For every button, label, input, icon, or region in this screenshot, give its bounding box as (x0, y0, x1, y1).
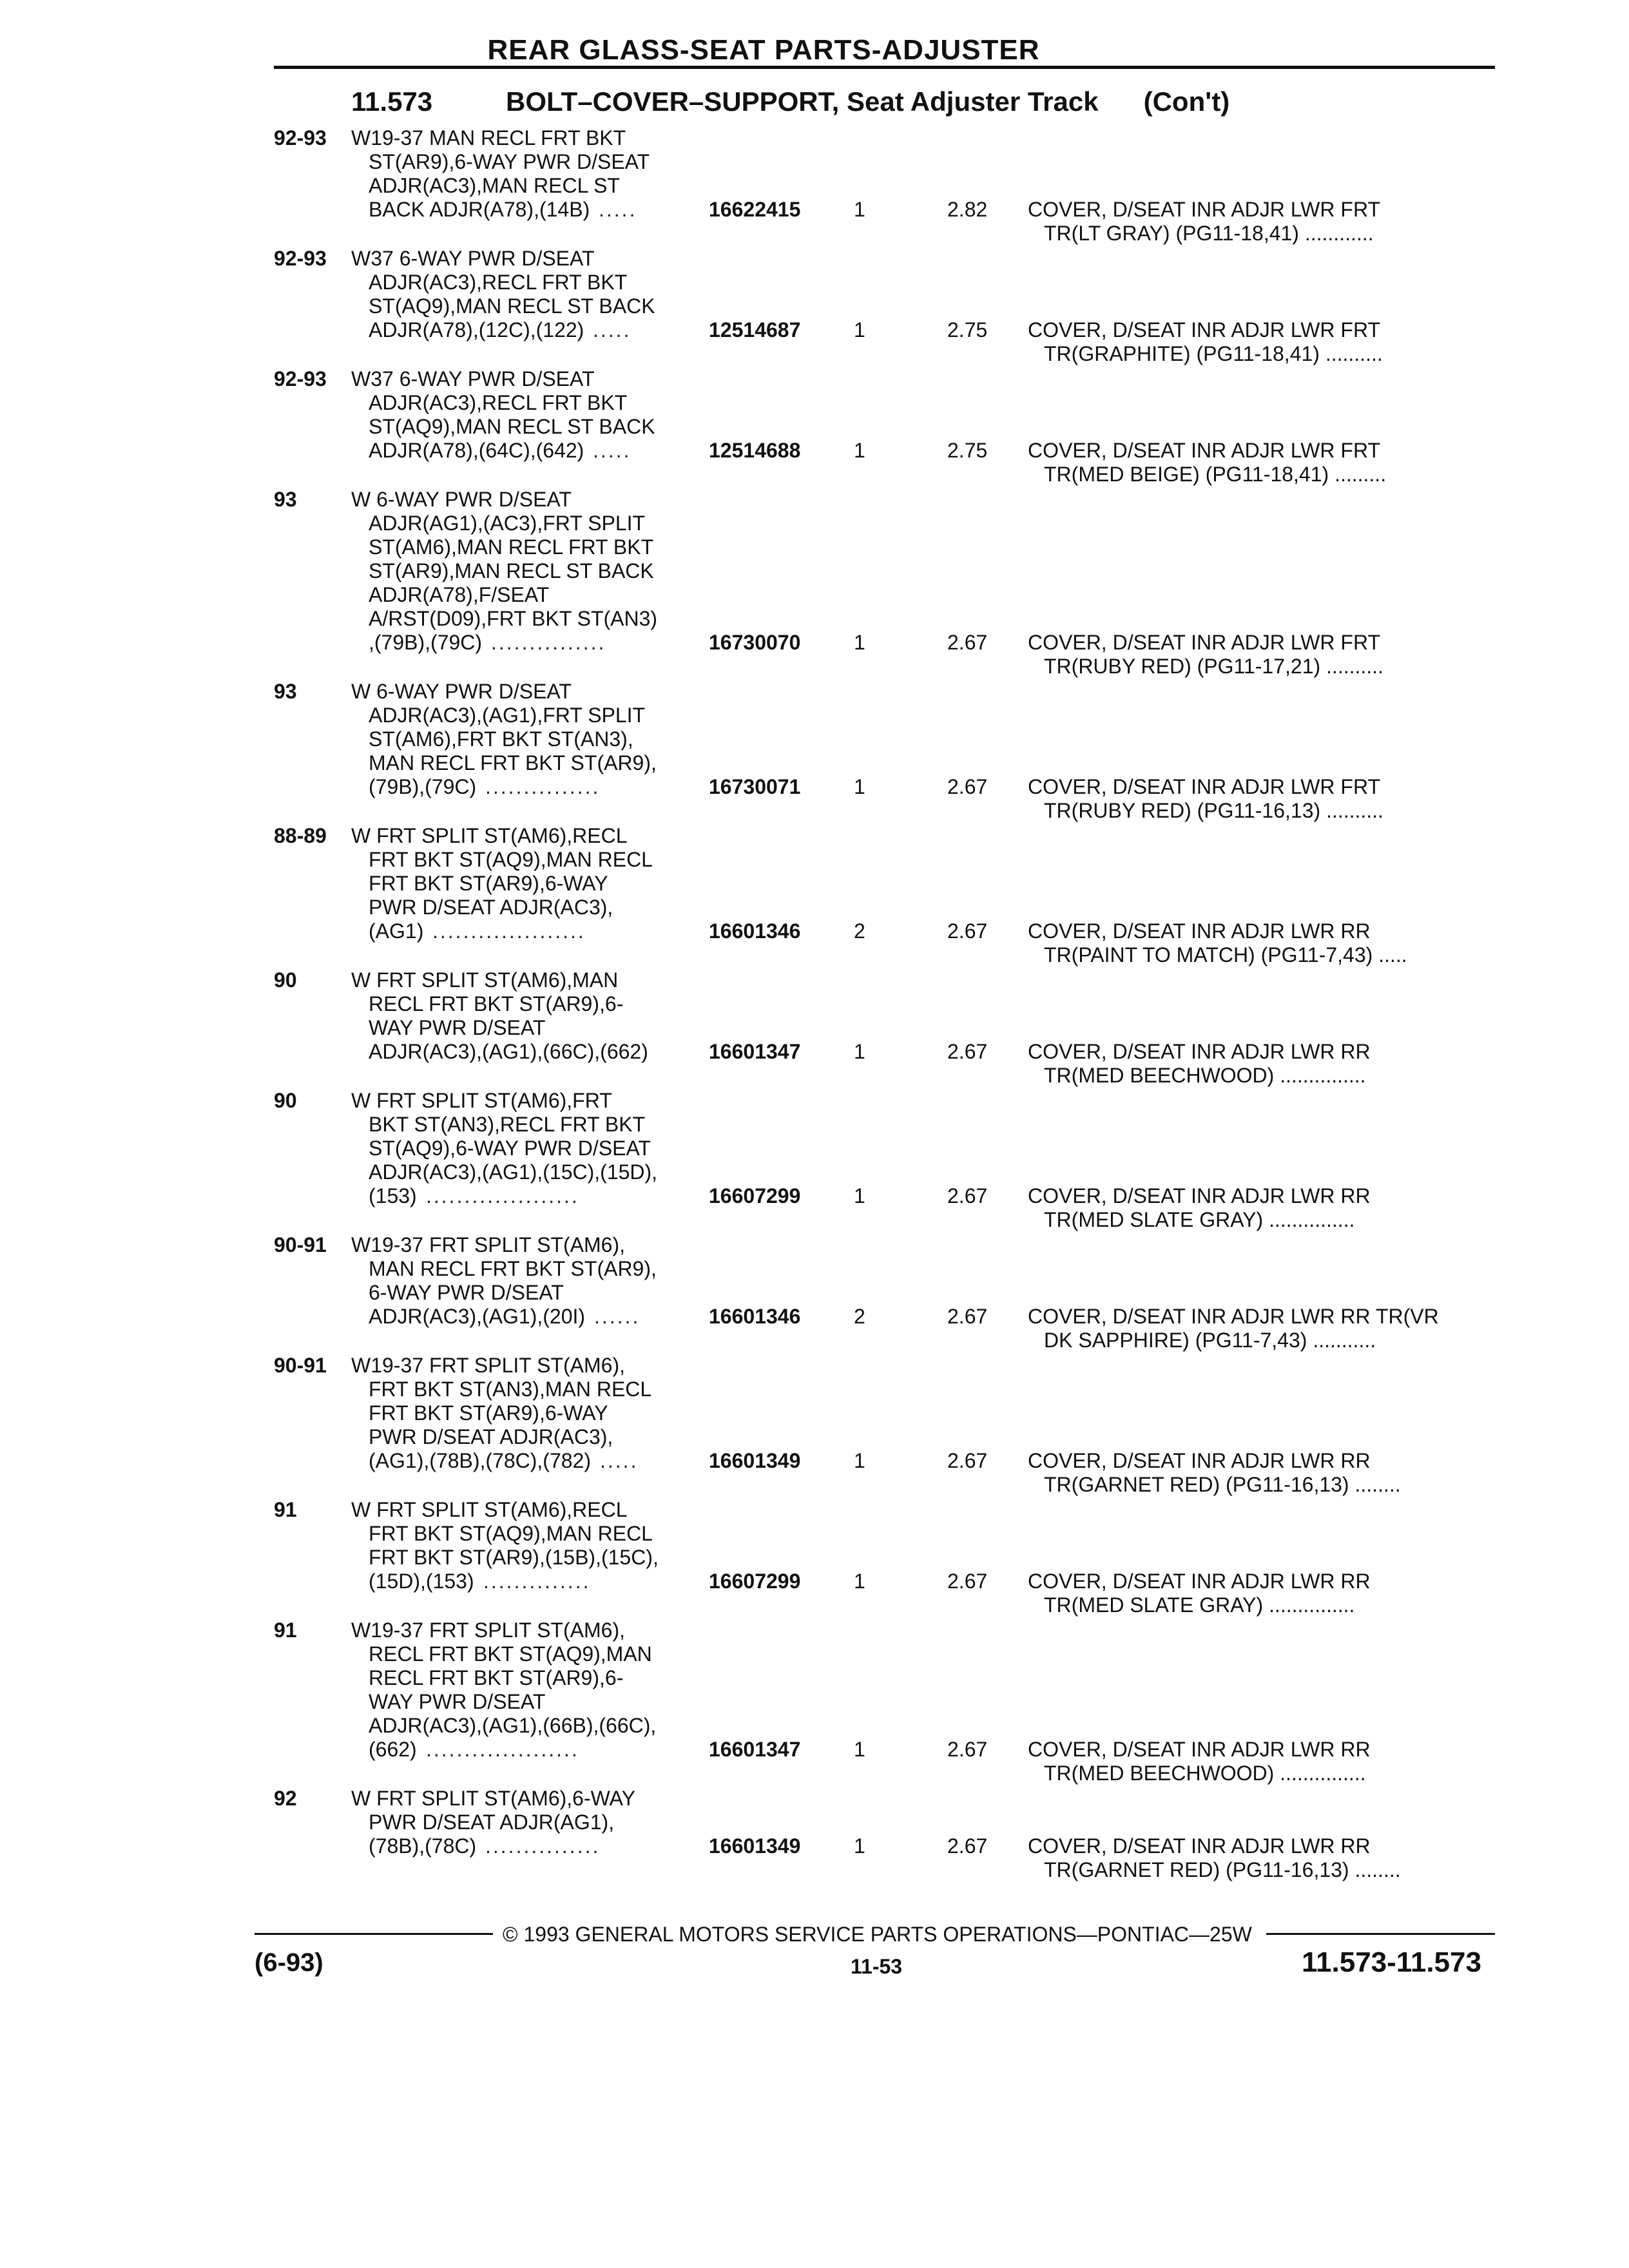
entry-line (0, 655, 1629, 678)
price: 2.67 (947, 1184, 988, 1207)
part-number: 16730071 (709, 775, 801, 798)
entry-line (0, 919, 1629, 943)
entry-line (0, 1642, 1629, 1666)
entry-line (0, 1329, 1629, 1352)
entry-line (0, 415, 1629, 439)
quantity: 1 (854, 775, 865, 798)
part-number: 16601349 (709, 1449, 801, 1472)
quantity: 1 (854, 1184, 865, 1207)
usage-description: WAY PWR D/SEAT (369, 1016, 546, 1039)
component-description: COVER, D/SEAT INR ADJR LWR RR (1028, 1449, 1371, 1472)
model-year: 92-93 (274, 126, 327, 149)
entry-line (0, 992, 1629, 1016)
model-year: 91 (274, 1619, 297, 1642)
usage-description: W 6-WAY PWR D/SEAT (351, 680, 572, 703)
component-description: TR(GARNET RED) (PG11-16,13) ........ (1044, 1858, 1401, 1881)
usage-description: W19-37 FRT SPLIT ST(AM6), (351, 1354, 625, 1377)
usage-description: PWR D/SEAT ADJR(AC3), (369, 1425, 613, 1448)
price: 2.75 (947, 318, 988, 341)
component-description: TR(MED SLATE GRAY) ............... (1044, 1208, 1355, 1231)
usage-description: ST(AM6),MAN RECL FRT BKT (369, 535, 654, 559)
usage-description: RECL FRT BKT ST(AR9),6- (369, 1666, 624, 1689)
dot-leader: ..... (593, 439, 631, 462)
dot-leader: .................... (426, 1738, 579, 1761)
usage-description: W FRT SPLIT ST(AM6),6-WAY (351, 1787, 635, 1810)
usage-description: WAY PWR D/SEAT (369, 1690, 546, 1713)
quantity: 1 (854, 439, 865, 462)
entry-line (0, 848, 1629, 872)
footer-page-number: 11-53 (851, 1955, 903, 1978)
entry-line (0, 391, 1629, 415)
part-number: 12514687 (709, 318, 801, 341)
dot-leader: .................... (432, 919, 586, 943)
entry-line (0, 439, 1629, 463)
dot-leader: ..... (599, 198, 637, 221)
usage-description: RECL FRT BKT ST(AQ9),MAN (369, 1642, 652, 1666)
component-description: COVER, D/SEAT INR ADJR LWR RR (1028, 1834, 1371, 1858)
component-description: TR(GARNET RED) (PG11-16,13) ........ (1044, 1473, 1401, 1496)
part-number: 16601346 (709, 919, 801, 943)
entry-line (0, 247, 1629, 271)
usage-description: 6-WAY PWR D/SEAT (369, 1281, 564, 1304)
dot-leader: ............... (491, 631, 606, 654)
usage-description: (15D),(153) (369, 1570, 474, 1593)
dot-leader: ............... (485, 775, 601, 798)
usage-description: ST(AR9),MAN RECL ST BACK (369, 559, 654, 582)
dot-leader: .............. (483, 1570, 591, 1593)
entry-line (0, 1257, 1629, 1281)
part-number: 16730070 (709, 631, 801, 654)
model-year: 90 (274, 1089, 297, 1112)
component-description: COVER, D/SEAT INR ADJR LWR RR (1028, 1570, 1371, 1593)
entry-line (0, 512, 1629, 535)
entry-line (0, 1690, 1629, 1714)
component-description: TR(MED BEIGE) (PG11-18,41) ......... (1044, 463, 1387, 486)
page-header-title: REAR GLASS-SEAT PARTS-ADJUSTER (487, 34, 1040, 66)
dot-leader: ...... (594, 1305, 641, 1328)
usage-description: W 6-WAY PWR D/SEAT (351, 488, 572, 511)
component-description: TR(LT GRAY) (PG11-18,41) ............ (1044, 222, 1374, 245)
section-heading (351, 82, 1447, 121)
quantity: 1 (854, 1570, 865, 1593)
entry-line (0, 1570, 1629, 1593)
usage-description: ADJR(AC3),(AG1),(66B),(66C), (369, 1714, 657, 1737)
entry-line (0, 824, 1629, 848)
usage-description: ADJR(AC3),MAN RECL ST (369, 174, 620, 197)
component-description: COVER, D/SEAT INR ADJR LWR RR (1028, 1738, 1371, 1761)
component-description: COVER, D/SEAT INR ADJR LWR FRT (1028, 198, 1381, 221)
usage-description: W37 6-WAY PWR D/SEAT (351, 367, 595, 390)
entry-line (0, 1378, 1629, 1401)
price: 2.67 (947, 1570, 988, 1593)
usage-description: ST(AR9),6-WAY PWR D/SEAT (369, 150, 650, 173)
price: 2.75 (947, 439, 988, 462)
usage-description: FRT BKT ST(AR9),(15B),(15C), (369, 1546, 659, 1569)
entry-line (0, 1811, 1629, 1834)
entry-line (0, 559, 1629, 583)
model-year: 92-93 (274, 367, 327, 390)
price: 2.67 (947, 1305, 988, 1328)
entry-line (0, 968, 1629, 992)
quantity: 2 (854, 1305, 865, 1328)
usage-description: ,(79B),(79C) (369, 631, 483, 654)
entry-line (0, 704, 1629, 727)
price: 2.67 (947, 1040, 988, 1063)
entry-line (0, 1522, 1629, 1546)
usage-description: W FRT SPLIT ST(AM6),FRT (351, 1089, 612, 1112)
part-number: 16601346 (709, 1305, 801, 1328)
part-number: 12514688 (709, 439, 801, 462)
entry-line (0, 1449, 1629, 1473)
model-year: 88-89 (274, 824, 327, 847)
entry-line (0, 896, 1629, 919)
usage-description: BACK ADJR(A78),(14B) (369, 198, 590, 221)
usage-description: A/RST(D09),FRT BKT ST(AN3) (369, 607, 658, 630)
usage-description: ADJR(A78),(12C),(122) (369, 318, 584, 341)
entry-line (0, 1546, 1629, 1570)
usage-description: ADJR(A78),F/SEAT (369, 583, 550, 606)
usage-description: ADJR(AC3),(AG1),(66C),(662) (369, 1040, 648, 1063)
entry-line (0, 1040, 1629, 1064)
usage-description: RECL FRT BKT ST(AR9),6- (369, 992, 624, 1015)
dot-leader: ..... (600, 1449, 639, 1472)
entry-line (0, 198, 1629, 222)
entry-line (0, 727, 1629, 751)
price: 2.67 (947, 1834, 988, 1858)
quantity: 1 (854, 631, 865, 654)
footer-section-ref: 11.573-11.573 (1302, 1946, 1481, 1978)
entry-line (0, 1714, 1629, 1738)
entry-line (0, 1619, 1629, 1642)
quantity: 1 (854, 1040, 865, 1063)
usage-description: ADJR(AC3),(AG1),FRT SPLIT (369, 704, 646, 727)
part-number: 16601349 (709, 1834, 801, 1858)
usage-description: W FRT SPLIT ST(AM6),MAN (351, 968, 619, 992)
entry-line (0, 1425, 1629, 1449)
section-note: (Con't) (1143, 86, 1230, 117)
entry-line (0, 1473, 1629, 1497)
entry-line (0, 342, 1629, 366)
component-description: COVER, D/SEAT INR ADJR LWR RR (1028, 1184, 1371, 1207)
usage-description: (79B),(79C) (369, 775, 477, 798)
entry-line (0, 174, 1629, 198)
price: 2.67 (947, 1449, 988, 1472)
entry-line (0, 751, 1629, 775)
entry-line (0, 488, 1629, 512)
component-description: TR(MED SLATE GRAY) ............... (1044, 1593, 1355, 1617)
component-description: TR(RUBY RED) (PG11-16,13) .......... (1044, 799, 1383, 822)
usage-description: ADJR(AC3),RECL FRT BKT (369, 271, 628, 294)
model-year: 91 (274, 1498, 297, 1521)
usage-description: W19-37 FRT SPLIT ST(AM6), (351, 1619, 625, 1642)
entry-line (0, 607, 1629, 631)
usage-description: PWR D/SEAT ADJR(AC3), (369, 896, 613, 919)
entry-line (0, 1137, 1629, 1160)
price: 2.67 (947, 919, 988, 943)
usage-description: ADJR(AG1),(AC3),FRT SPLIT (369, 512, 646, 535)
section-number: 11.573 (351, 86, 433, 117)
usage-description: W19-37 MAN RECL FRT BKT (351, 126, 626, 149)
dot-leader: ..... (593, 318, 631, 341)
entry-line (0, 1113, 1629, 1137)
entry-line (0, 1762, 1629, 1785)
entry-line (0, 1858, 1629, 1882)
quantity: 1 (854, 318, 865, 341)
usage-description: FRT BKT ST(AR9),6-WAY (369, 872, 608, 895)
component-description: TR(PAINT TO MATCH) (PG11-7,43) ..... (1044, 943, 1407, 966)
entry-line (0, 463, 1629, 486)
quantity: 2 (854, 919, 865, 943)
quantity: 1 (854, 198, 865, 221)
usage-description: ST(AQ9),MAN RECL ST BACK (369, 294, 655, 318)
usage-description: FRT BKT ST(AN3),MAN RECL (369, 1378, 652, 1401)
part-number: 16622415 (709, 198, 801, 221)
entry-line (0, 126, 1629, 150)
entry-line (0, 222, 1629, 245)
entry-line (0, 318, 1629, 342)
entry-line (0, 799, 1629, 823)
component-description: COVER, D/SEAT INR ADJR LWR FRT (1028, 439, 1381, 462)
usage-description: PWR D/SEAT ADJR(AG1), (369, 1811, 615, 1834)
component-description: DK SAPPHIRE) (PG11-7,43) ........... (1044, 1329, 1376, 1352)
component-description: TR(MED BEECHWOOD) ............... (1044, 1064, 1366, 1087)
entry-line (0, 1666, 1629, 1690)
dot-leader: ............... (485, 1834, 601, 1858)
entry-line (0, 1354, 1629, 1378)
quantity: 1 (854, 1738, 865, 1761)
entry-line (0, 1305, 1629, 1329)
entry-line (0, 1787, 1629, 1811)
entry-line (0, 943, 1629, 967)
usage-description: W19-37 FRT SPLIT ST(AM6), (351, 1233, 625, 1256)
part-number: 16601347 (709, 1738, 801, 1761)
entry-line (0, 1401, 1629, 1425)
entry-line (0, 1233, 1629, 1257)
component-description: TR(RUBY RED) (PG11-17,21) .......... (1044, 655, 1383, 678)
usage-description: ADJR(A78),(64C),(642) (369, 439, 584, 462)
footer-date: (6-93) (255, 1948, 323, 1977)
price: 2.67 (947, 775, 988, 798)
entry-line (0, 1593, 1629, 1617)
header-rule (274, 66, 1495, 69)
entry-line (0, 1208, 1629, 1232)
usage-description: ST(AQ9),6-WAY PWR D/SEAT (369, 1137, 651, 1160)
entry-line (0, 1281, 1629, 1305)
quantity: 1 (854, 1834, 865, 1858)
model-year: 93 (274, 488, 297, 511)
entry-line (0, 680, 1629, 704)
footer-rule-left (255, 1933, 493, 1935)
usage-description: BKT ST(AN3),RECL FRT BKT (369, 1113, 646, 1136)
entry-line (0, 1498, 1629, 1522)
usage-description: W FRT SPLIT ST(AM6),RECL (351, 1498, 628, 1521)
usage-description: (AG1),(78B),(78C),(782) (369, 1449, 591, 1472)
usage-description: FRT BKT ST(AQ9),MAN RECL (369, 1522, 653, 1545)
usage-description: MAN RECL FRT BKT ST(AR9), (369, 751, 657, 774)
usage-description: (153) (369, 1184, 417, 1207)
footer-rule-right (1266, 1933, 1495, 1935)
component-description: COVER, D/SEAT INR ADJR LWR FRT (1028, 775, 1381, 798)
usage-description: ADJR(AC3),(AG1),(15C),(15D), (369, 1160, 658, 1184)
entry-line (0, 872, 1629, 896)
usage-description: (78B),(78C) (369, 1834, 477, 1858)
part-number: 16607299 (709, 1184, 801, 1207)
entry-line (0, 631, 1629, 655)
usage-description: ADJR(AC3),(AG1),(20I) (369, 1305, 586, 1328)
dot-leader: .................... (426, 1184, 579, 1207)
entry-line (0, 1184, 1629, 1208)
component-description: COVER, D/SEAT INR ADJR LWR RR (1028, 1040, 1371, 1063)
usage-description: FRT BKT ST(AR9),6-WAY (369, 1401, 608, 1425)
entry-line (0, 1738, 1629, 1762)
usage-description: W FRT SPLIT ST(AM6),RECL (351, 824, 628, 847)
usage-description: (AG1) (369, 919, 424, 943)
entry-line (0, 535, 1629, 559)
entry-line (0, 294, 1629, 318)
usage-description: ADJR(AC3),RECL FRT BKT (369, 391, 628, 414)
usage-description: W37 6-WAY PWR D/SEAT (351, 247, 595, 270)
component-description: COVER, D/SEAT INR ADJR LWR FRT (1028, 631, 1381, 654)
model-year: 90-91 (274, 1354, 327, 1377)
footer-copyright: © 1993 GENERAL MOTORS SERVICE PARTS OPERATIONS—PONTIAC—25W (503, 1923, 1252, 1946)
usage-description: (662) (369, 1738, 417, 1761)
model-year: 92 (274, 1787, 297, 1810)
usage-description: ST(AQ9),MAN RECL ST BACK (369, 415, 655, 438)
model-year: 92-93 (274, 247, 327, 270)
usage-description: FRT BKT ST(AQ9),MAN RECL (369, 848, 653, 871)
part-number: 16607299 (709, 1570, 801, 1593)
price: 2.67 (947, 631, 988, 654)
entry-line (0, 1016, 1629, 1040)
model-year: 90-91 (274, 1233, 327, 1256)
entry-line (0, 1064, 1629, 1088)
section-title: BOLT–COVER–SUPPORT, Seat Adjuster Track (506, 86, 1099, 117)
usage-description: MAN RECL FRT BKT ST(AR9), (369, 1257, 657, 1280)
entry-line (0, 150, 1629, 174)
entry-line (0, 367, 1629, 391)
entry-line (0, 271, 1629, 294)
component-description: COVER, D/SEAT INR ADJR LWR RR (1028, 919, 1371, 943)
component-description: COVER, D/SEAT INR ADJR LWR RR TR(VR (1028, 1305, 1439, 1328)
model-year: 93 (274, 680, 297, 703)
entry-line (0, 1089, 1629, 1113)
entry-line (0, 583, 1629, 607)
price: 2.82 (947, 198, 988, 221)
quantity: 1 (854, 1449, 865, 1472)
component-description: TR(MED BEECHWOOD) ............... (1044, 1762, 1366, 1785)
entry-line (0, 775, 1629, 799)
model-year: 90 (274, 968, 297, 992)
component-description: TR(GRAPHITE) (PG11-18,41) .......... (1044, 342, 1383, 365)
entry-line (0, 1160, 1629, 1184)
entry-line (0, 1834, 1629, 1858)
part-number: 16601347 (709, 1040, 801, 1063)
usage-description: ST(AM6),FRT BKT ST(AN3), (369, 727, 633, 751)
component-description: COVER, D/SEAT INR ADJR LWR FRT (1028, 318, 1381, 341)
price: 2.67 (947, 1738, 988, 1761)
